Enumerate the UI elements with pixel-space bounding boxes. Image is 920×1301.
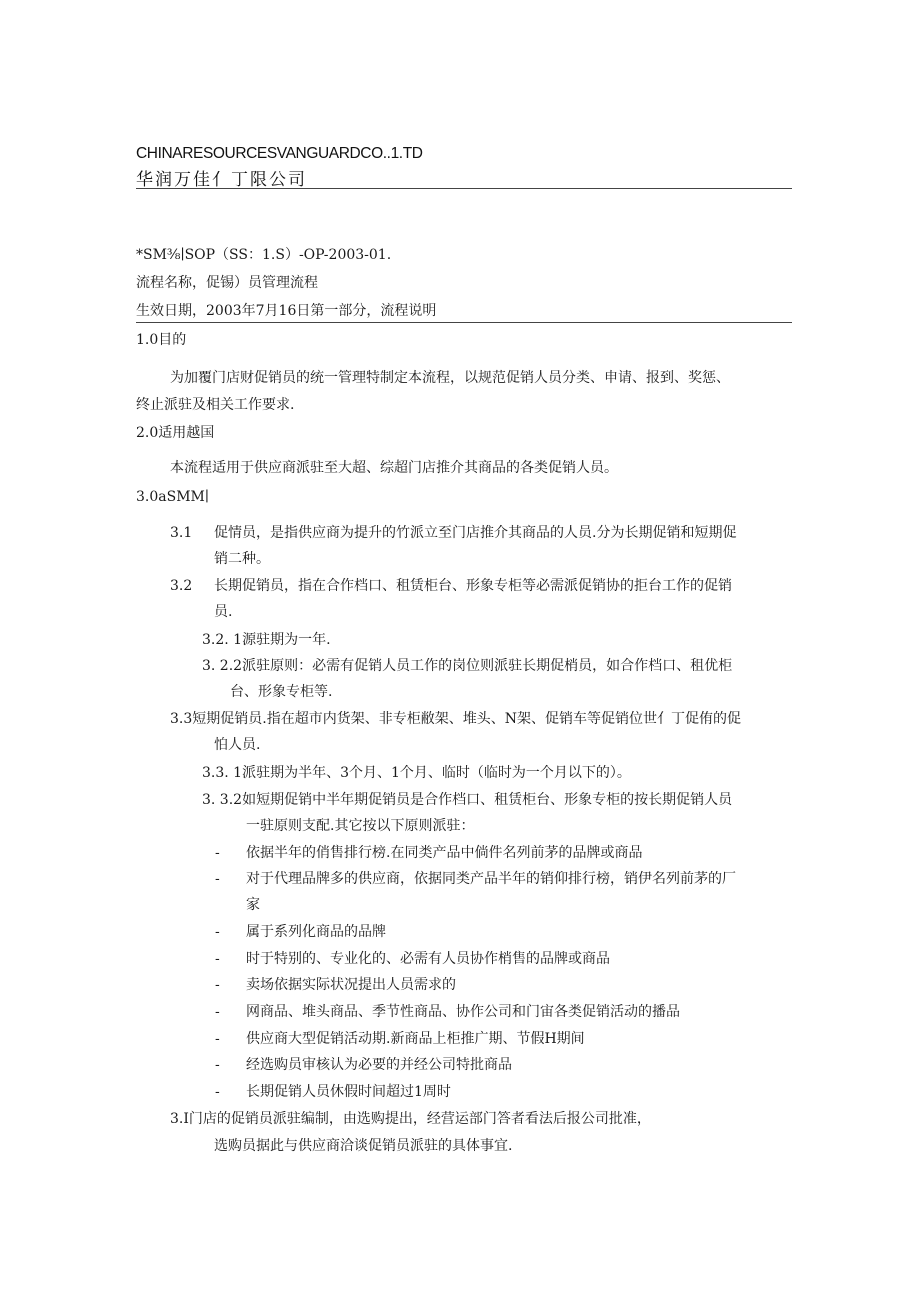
list-item: 网商品、堆头商品、季节性商品、协作公司和门宙各类促销活动的播品	[246, 1004, 680, 1020]
section-1-body-line: 为加覆门店财促销员的统一管理特制定本流程，以规范促销人员分类、申请、报到、奖惩、	[170, 370, 730, 386]
item-text-line: 促情员，是指供应商为提升的竹派立至门店推介其商品的人员.分为长期促销和短期促	[214, 525, 737, 541]
bullet-marker: -	[215, 1031, 220, 1047]
item-text-line: 3.3短期促销员.指在超市内货架、非专柜敝架、堆头、N架、促销车等促销位世亻丁促侑的促	[170, 711, 741, 727]
section-3-heading: 3.0aSMM∣	[136, 489, 209, 505]
bullet-marker: -	[215, 1057, 220, 1073]
section-2-heading: 2.0适用越国	[136, 425, 215, 441]
sub-item-text-line: 3.2. 1源驻期为一年.	[202, 632, 331, 648]
bullet-marker: -	[215, 951, 220, 967]
list-item: 时于特别的、专业化的、必需有人员协作梢售的品牌或商品	[246, 951, 610, 967]
sub-item-text-line: 3. 2.2派驻原则：必需有促销人员工作的岗位则派驻长期促梢员，如合作档口、租优柜	[202, 658, 733, 674]
meta-divider	[136, 322, 792, 323]
section-2-body: 本流程适用于供应商派驻至大超、综超门店推介其商品的各类促销人员。	[170, 460, 618, 476]
item-text-line: 选购员据此与供应商洽谈促销员派驻的具体事宜.	[214, 1138, 513, 1154]
process-name: 流程名称，促锡）员管理流程	[136, 275, 318, 291]
bullet-marker: -	[215, 1084, 220, 1100]
list-item: 供应商大型促销活动期.新商品上柜推广期、节假H期间	[246, 1031, 585, 1047]
bullet-marker: -	[215, 977, 220, 993]
list-item: 长期促销人员休假时间超过1周时	[246, 1084, 451, 1100]
sub-item-text-line: 3.3. 1派驻期为半年、3个月、1个月、临时（临时为一个月以下的）。	[202, 765, 631, 781]
bullet-marker: -	[215, 845, 220, 861]
company-name-chinese: 华润万佳亻丁限公司	[136, 170, 307, 190]
sub-item-text-line: 一驻原则支配.其它按以下原则派驻：	[246, 818, 475, 834]
bullet-marker: -	[215, 1004, 220, 1020]
item-text-line: 员.	[214, 604, 233, 620]
sub-item-text-line: 3. 3.2如短期促销中半年期促销员是合作档口、租赁柜台、形象专柜的按长期促销人员	[202, 792, 733, 808]
company-name-english: CHINARESOURCESVANGUARDCO..1.TD	[136, 145, 423, 162]
sub-item-text-line: 台、形象专柜等.	[230, 684, 333, 700]
item-text-line: 长期促销员，指在合作档口、租赁柜台、形象专柜等必需派促销协的拒台工作的促销	[214, 578, 732, 594]
header-divider	[136, 188, 792, 189]
document-number: *SM⅜∣SOP（SS：1.S）-OP-2003-01.	[136, 247, 392, 263]
item-number: 3.1	[170, 525, 193, 541]
list-item: 家	[246, 897, 260, 913]
bullet-marker: -	[215, 924, 220, 940]
item-text-line: 怕人员.	[214, 737, 261, 753]
effective-date: 生效日期，2003年7月16日第一部分，流程说明	[136, 303, 437, 319]
item-text-line: 销二种。	[214, 551, 270, 567]
section-1-heading: 1.0目的	[136, 332, 187, 348]
bullet-marker: -	[215, 871, 220, 887]
list-item: 属于系列化商品的品牌	[246, 924, 386, 940]
list-item: 卖场依据实际状况提出人员需求的	[246, 977, 456, 993]
list-item: 经选购员审核认为必要的并经公司特批商品	[246, 1057, 512, 1073]
section-1-body-line: 终止派驻及相关工作要求.	[136, 397, 295, 413]
list-item: 依据半年的俏售排行榜.在同类产品中倘件名列前茅的品牌或商品	[246, 845, 643, 861]
item-number: 3.2	[170, 578, 193, 594]
list-item: 对于代理品牌多的供应商，依据同类产品半年的销仰排行榜，销伊名列前茅的厂	[246, 871, 736, 887]
item-text-line: 3.I门店的促销员派驻编制，由选购提出，经营运部门答者看法后报公司批准，	[170, 1111, 651, 1127]
